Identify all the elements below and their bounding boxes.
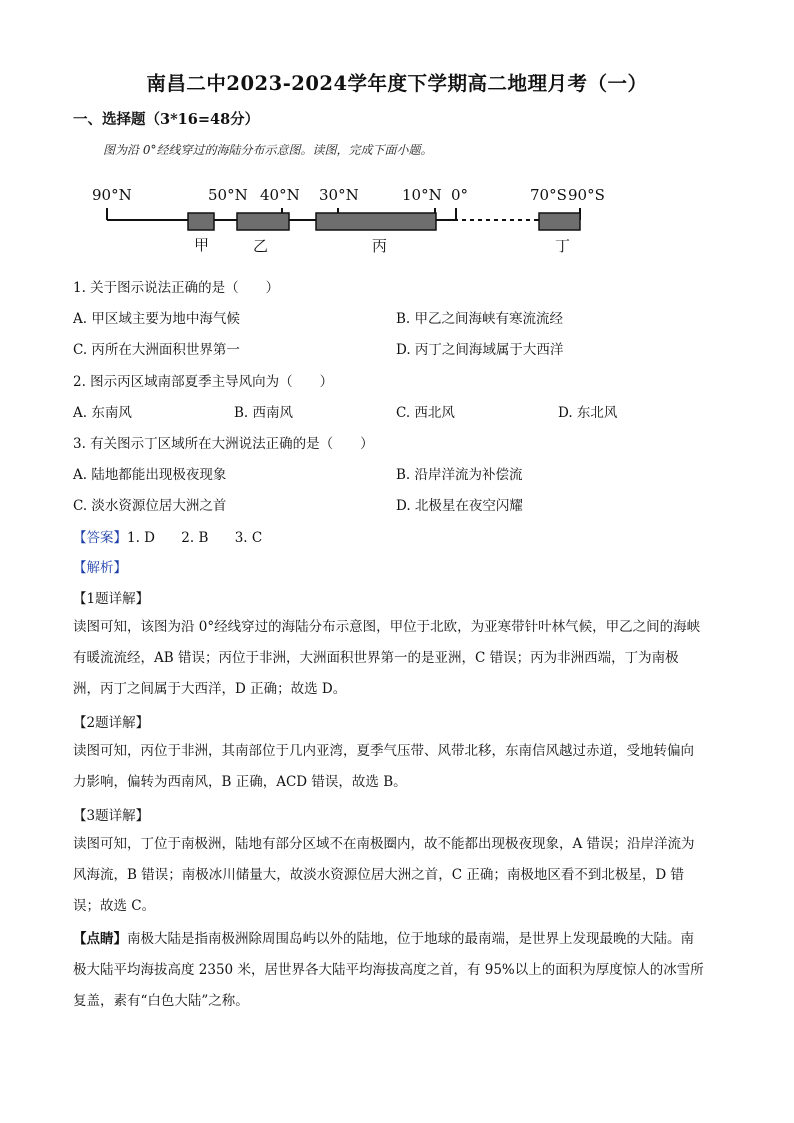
question-2-option-b: B. 西南风	[234, 405, 294, 421]
region-label-bing: 丙	[372, 237, 388, 255]
detail-2-line-2: 力影响，偏转为西南风，B 正确，ACD 错误，故选 B。	[73, 774, 407, 790]
detail-1-text	[73, 612, 721, 705]
question-3-option-c: C. 淡水资源位居大洲之首	[73, 498, 227, 514]
question-3-option-a: A. 陆地都能出现极夜现象	[73, 467, 227, 483]
note-text	[73, 924, 721, 1017]
answer-item-1: 1. D	[127, 530, 155, 546]
detail-1-line-3: 洲，丙丁之间属于大西洋，D 正确；故选 D。	[73, 681, 347, 697]
detail-1-line-2: 有暖流流经，AB 错误；丙位于非洲，大洲面积世界第一的是亚洲，C 错误；丙为非洲西端，丁为南极	[73, 650, 679, 666]
answer-item-3: 3. C	[234, 530, 263, 546]
detail-2-line-1: 读图可知，丙位于非洲，其南部位于几内亚湾，夏季气压带、风带北移，东南信风越过赤道，受地转偏向	[73, 743, 694, 759]
lat-label-90s: 90°S	[568, 186, 605, 204]
detail-1-label: 【1题详解】	[73, 591, 150, 607]
question-2-stem: 2. 图示丙区域南部夏季主导风向为（ ）	[73, 374, 334, 390]
page-title: 南昌二中2023-2024学年度下学期高二地理月考（一）	[146, 72, 648, 95]
lat-label-30n: 30°N	[319, 186, 359, 204]
question-3-option-d: D. 北极星在夜空闪耀	[396, 498, 523, 514]
question-1-option-a: A. 甲区域主要为地中海气候	[73, 311, 240, 327]
answer-label: 【答案】	[73, 530, 127, 546]
region-label-ding: 丁	[555, 237, 571, 255]
detail-3-line-2: 风海流，B 错误；南极冰川储量大，故淡水资源位居大洲之首，C 正确；南极地区看不到北极星，D 错	[73, 867, 684, 883]
detail-2-label: 【2题详解】	[73, 715, 150, 731]
land-bar-bing	[316, 213, 436, 230]
land-bar-jia	[188, 213, 214, 230]
land-bar-ding	[539, 213, 580, 230]
land-sea-diagram	[80, 176, 640, 262]
answer-line	[73, 526, 262, 546]
question-2-option-d: D. 东北风	[558, 405, 618, 421]
note-line-1: 南极大陆是指南极洲除周围岛屿以外的陆地，位于地球的最南端，是世界上发现最晚的大陆。南	[127, 931, 694, 947]
section-heading: 一、选择题（3*16=48分）	[73, 111, 260, 128]
region-label-yi: 乙	[253, 237, 269, 255]
lat-label-40n: 40°N	[260, 186, 300, 204]
question-3-stem: 3. 有关图示丁区域所在大洲说法正确的是（ ）	[73, 436, 374, 452]
lat-label-10n: 10°N	[402, 186, 442, 204]
detail-3-line-3: 误；故选 C。	[73, 898, 156, 914]
detail-1-line-1: 读图可知，该图为沿 0°经线穿过的海陆分布示意图，甲位于北欧，为亚寒带针叶林气候，甲乙之间的海峡	[73, 619, 701, 635]
land-bar-yi	[237, 213, 289, 230]
question-intro: 图为沿 0°经线穿过的海陆分布示意图。读图，完成下面小题。	[103, 143, 433, 157]
region-label-jia: 甲	[194, 236, 210, 254]
detail-2-text	[73, 736, 721, 798]
question-1-stem: 1. 关于图示说法正确的是（ ）	[73, 280, 280, 296]
note-label: 【点睛】	[73, 931, 127, 947]
note-line-3: 复盖，素有“白色大陆”之称。	[73, 993, 249, 1009]
lat-label-70s: 70°S	[530, 186, 567, 204]
note-line-2: 极大陆平均海拔高度 2350 米，居世界各大陆平均海拔高度之首，有 95%以上的面积为厚度惊人的冰雪所	[73, 962, 704, 978]
question-2-option-c: C. 西北风	[396, 405, 455, 421]
question-1-option-d: D. 丙丁之间海域属于大西洋	[396, 342, 564, 358]
detail-3-label: 【3题详解】	[73, 808, 150, 824]
detail-3-line-1: 读图可知，丁位于南极洲，陆地有部分区域不在南极圈内，故不能都出现极夜现象，A 错误；沿岸洋流为	[73, 836, 695, 852]
analysis-label: 【解析】	[73, 560, 127, 576]
question-1-option-c: C. 丙所在大洲面积世界第一	[73, 342, 240, 358]
lat-label-50n: 50°N	[208, 186, 248, 204]
lat-label-90n: 90°N	[92, 186, 132, 204]
question-3-option-b: B. 沿岸洋流为补偿流	[396, 467, 523, 483]
answer-item-2: 2. B	[181, 530, 209, 546]
question-2-option-a: A. 东南风	[73, 405, 132, 421]
lat-label-0: 0°	[451, 186, 469, 204]
detail-3-text	[73, 829, 721, 922]
question-1-option-b: B. 甲乙之间海峡有寒流流经	[396, 311, 564, 327]
